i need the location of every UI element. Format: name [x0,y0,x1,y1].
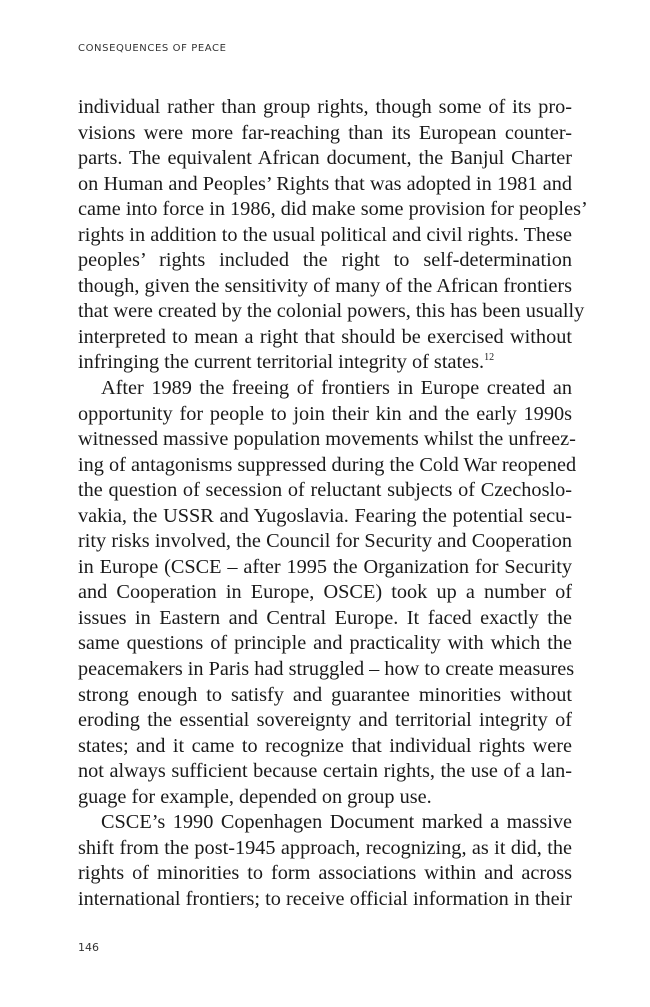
text-line: vakia, the USSR and Yugoslavia. Fearing the potential secu- [78,504,572,527]
text-line: came into force in 1986, did make some provision for peoples’ [78,198,588,221]
text-line: infringing the current territorial integrity of states. [78,351,485,374]
text-line: peacemakers in Paris had struggled – how to create measures [78,658,575,681]
text-line: the question of secession of reluctant subjects of Czechoslo- [78,479,572,502]
paragraph-first-line: After 1989 the freeing of frontiers in Europe created an [101,377,572,400]
text-line: not always sufficient because certain rights, the use of a lan- [78,760,572,783]
text-line: parts. The equivalent African document, the Banjul Charter [78,147,572,170]
text-line: peoples’ rights included the right to self-determination [78,249,572,272]
text-line: rity risks involved, the Council for Security and Cooperation [78,530,572,553]
text-line: witnessed massive population movements whilst the unfreez- [78,428,576,451]
text-line: international frontiers; to receive official information in their [78,887,572,910]
text-line: opportunity for people to join their kin and the early 1990s [78,402,572,425]
text-line: eroding the essential sovereignty and territorial integrity of [78,709,572,732]
text-line: in Europe (CSCE – after 1995 the Organization for Security [78,555,572,578]
text-line: ing of antagonisms suppressed during the Cold War reopened [78,453,577,476]
page-number: 146 [78,941,99,954]
text-line: though, given the sensitivity of many of the African frontiers [78,274,572,297]
text-line: visions were more far-reaching than its European counter- [78,121,572,144]
footnote-reference[interactable]: 12 [484,352,495,364]
text-line: individual rather than group rights, though some of its pro- [78,96,572,118]
paragraph-end-line: guage for example, depended on group use. [78,785,432,808]
text-line: rights in addition to the usual political and civil rights. These [78,223,572,246]
text-line: strong enough to satisfy and guarantee minorities without [78,683,572,706]
text-line: that were created by the colonial powers, this has been usually [78,300,585,323]
text-line: issues in Eastern and Central Europe. It faced exactly the [78,606,572,629]
text-line: states; and it came to recognize that individual rights were [78,734,572,757]
paragraph-first-line: CSCE’s 1990 Copenhagen Document marked a massive [101,811,572,834]
running-head: CONSEQUENCES OF PEACE [78,43,227,54]
text-line: same questions of principle and practicality with which the [78,632,572,655]
text-line: shift from the post-1945 approach, recognizing, as it did, the [78,836,572,859]
body-text [78,95,588,913]
text-line: on Human and Peoples’ Rights that was adopted in 1981 and [78,172,572,195]
text-line: and Cooperation in Europe, OSCE) took up a number of [78,581,572,604]
text-line: interpreted to mean a right that should be exercised without [78,325,572,348]
paragraph-end-line [78,350,572,376]
text-line: rights of minorities to form associations within and across [78,862,572,885]
